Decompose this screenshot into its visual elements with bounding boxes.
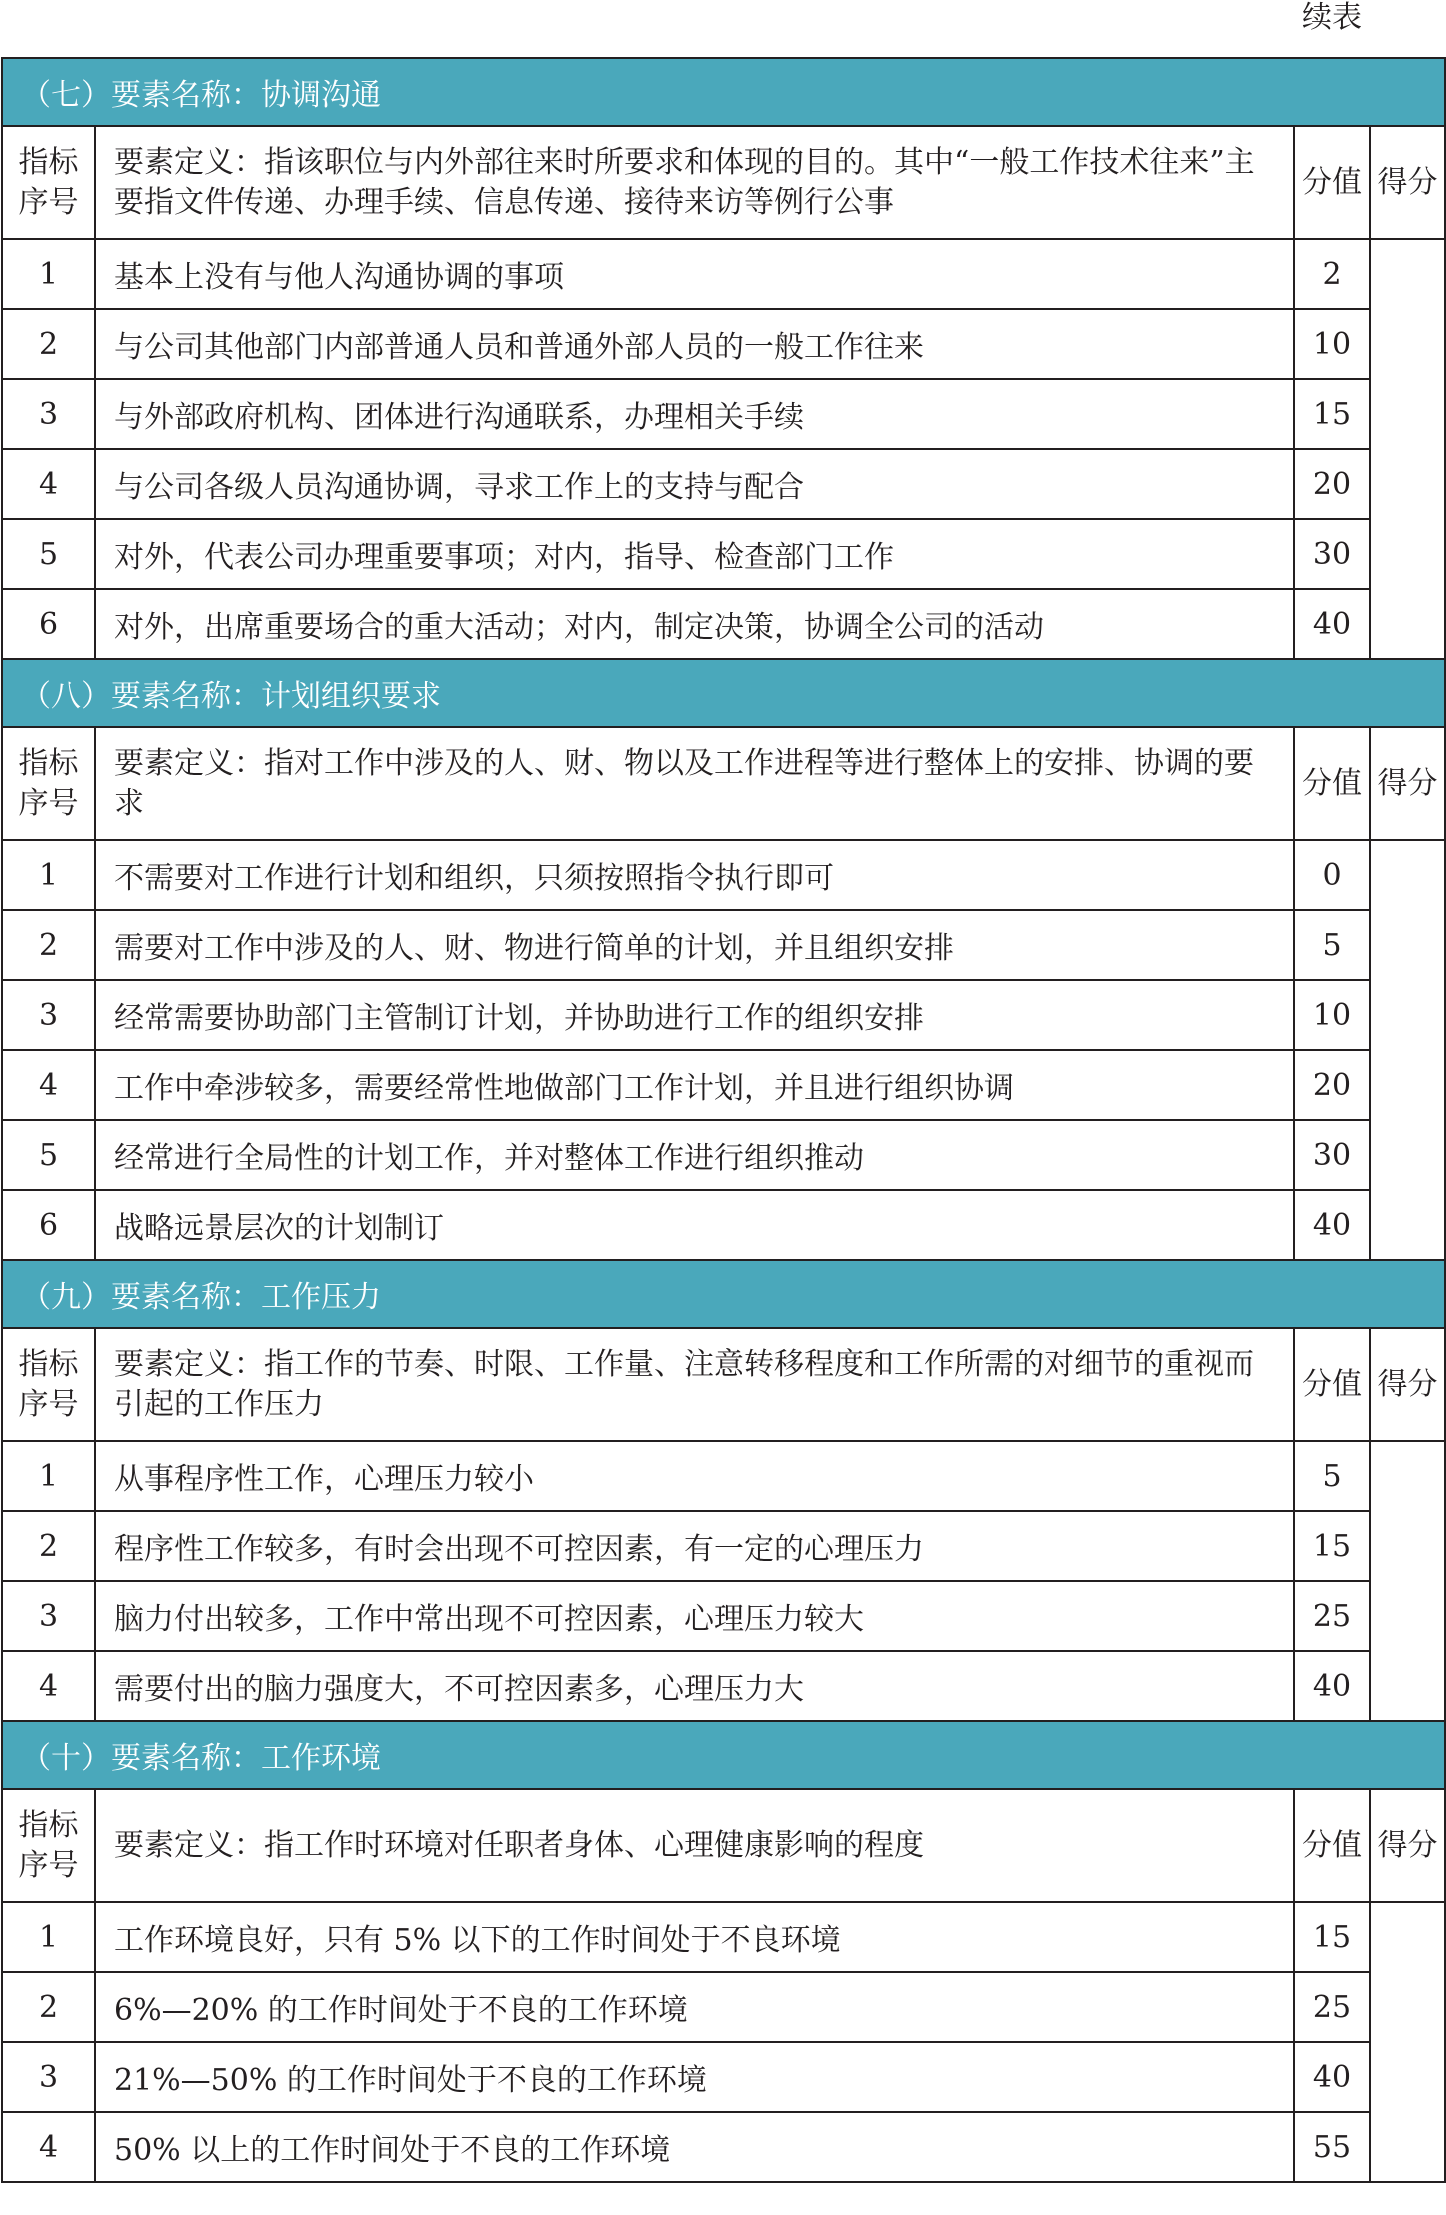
- row-number: 3: [2, 2042, 95, 2112]
- definition-row: [2, 727, 1445, 840]
- row-value: 30: [1294, 1120, 1370, 1190]
- index-header-line1: 指标: [18, 745, 79, 781]
- table-row: [2, 1190, 1445, 1260]
- row-value: 5: [1294, 910, 1370, 980]
- section-title: （十）要素名称：工作环境: [2, 1721, 1445, 1789]
- table-caption: 续表: [1302, 0, 1362, 35]
- row-value: 15: [1294, 1902, 1370, 1972]
- definition-row: [2, 126, 1445, 239]
- row-value: 25: [1294, 1972, 1370, 2042]
- row-description: 对外，代表公司办理重要事项；对内，指导、检查部门工作: [95, 519, 1294, 589]
- value-header: 分值: [1294, 1789, 1370, 1902]
- index-header-line1: 指标: [18, 144, 79, 180]
- row-description: 50% 以上的工作时间处于不良的工作环境: [95, 2112, 1294, 2182]
- index-header: [2, 727, 95, 840]
- table-row: [2, 840, 1445, 910]
- index-header: [2, 1328, 95, 1441]
- row-number: 1: [2, 239, 95, 309]
- row-description: 6%—20% 的工作时间处于不良的工作环境: [95, 1972, 1294, 2042]
- table-row: [2, 1050, 1445, 1120]
- definition-row: [2, 1789, 1445, 1902]
- score-cell[interactable]: [1370, 1441, 1445, 1721]
- row-description: 从事程序性工作，心理压力较小: [95, 1441, 1294, 1511]
- row-value: 15: [1294, 379, 1370, 449]
- score-header: 得分: [1370, 126, 1445, 239]
- row-description: 战略远景层次的计划制订: [95, 1190, 1294, 1260]
- value-header: 分值: [1294, 126, 1370, 239]
- score-cell[interactable]: [1370, 239, 1445, 659]
- table-row: [2, 239, 1445, 309]
- score-cell[interactable]: [1370, 840, 1445, 1260]
- row-description: 与公司各级人员沟通协调，寻求工作上的支持与配合: [95, 449, 1294, 519]
- row-description: 与公司其他部门内部普通人员和普通外部人员的一般工作往来: [95, 309, 1294, 379]
- row-number: 2: [2, 1511, 95, 1581]
- row-description: 需要付出的脑力强度大，不可控因素多，心理压力大: [95, 1651, 1294, 1721]
- row-value: 20: [1294, 1050, 1370, 1120]
- score-header: 得分: [1370, 1328, 1445, 1441]
- row-value: 5: [1294, 1441, 1370, 1511]
- section-title: （九）要素名称：工作压力: [2, 1260, 1445, 1328]
- row-number: 4: [2, 449, 95, 519]
- row-description: 脑力付出较多，工作中常出现不可控因素，心理压力较大: [95, 1581, 1294, 1651]
- row-value: 2: [1294, 239, 1370, 309]
- row-number: 3: [2, 980, 95, 1050]
- row-description: 基本上没有与他人沟通协调的事项: [95, 239, 1294, 309]
- definition-row: [2, 1328, 1445, 1441]
- row-value: 55: [1294, 2112, 1370, 2182]
- index-header-line2: 序号: [18, 785, 79, 821]
- row-description: 与外部政府机构、团体进行沟通联系，办理相关手续: [95, 379, 1294, 449]
- row-value: 10: [1294, 309, 1370, 379]
- table-row: [2, 1972, 1445, 2042]
- element-definition: 要素定义：指工作的节奏、时限、工作量、注意转移程度和工作所需的对细节的重视而引起的工作压力: [95, 1328, 1294, 1441]
- table-row: [2, 1651, 1445, 1721]
- element-definition: 要素定义：指该职位与内外部往来时所要求和体现的目的。其中“一般工作技术往来”主要指文件传递、办理手续、信息传递、接待来访等例行公事: [95, 126, 1294, 239]
- index-header: [2, 126, 95, 239]
- row-description: 工作环境良好，只有 5% 以下的工作时间处于不良环境: [95, 1902, 1294, 1972]
- section-header: [2, 1721, 1445, 1789]
- row-value: 40: [1294, 2042, 1370, 2112]
- row-number: 2: [2, 910, 95, 980]
- row-number: 6: [2, 1190, 95, 1260]
- table-row: [2, 2112, 1445, 2182]
- value-header: 分值: [1294, 1328, 1370, 1441]
- index-header-line2: 序号: [18, 1386, 79, 1422]
- table-row: [2, 1581, 1445, 1651]
- score-header: 得分: [1370, 727, 1445, 840]
- row-number: 3: [2, 379, 95, 449]
- table-row: [2, 2042, 1445, 2112]
- element-definition: 要素定义：指工作时环境对任职者身体、心理健康影响的程度: [95, 1789, 1294, 1902]
- table-body: [2, 58, 1445, 2182]
- row-value: 40: [1294, 589, 1370, 659]
- row-number: 4: [2, 1651, 95, 1721]
- row-value: 40: [1294, 1651, 1370, 1721]
- row-description: 不需要对工作进行计划和组织，只须按照指令执行即可: [95, 840, 1294, 910]
- score-cell[interactable]: [1370, 1902, 1445, 2182]
- row-value: 0: [1294, 840, 1370, 910]
- row-description: 经常进行全局性的计划工作，并对整体工作进行组织推动: [95, 1120, 1294, 1190]
- row-number: 2: [2, 1972, 95, 2042]
- row-number: 4: [2, 2112, 95, 2182]
- table-row: [2, 589, 1445, 659]
- section-header: [2, 1260, 1445, 1328]
- row-value: 30: [1294, 519, 1370, 589]
- row-number: 5: [2, 519, 95, 589]
- index-header-line1: 指标: [18, 1807, 79, 1843]
- index-header: [2, 1789, 95, 1902]
- row-number: 6: [2, 589, 95, 659]
- score-header: 得分: [1370, 1789, 1445, 1902]
- evaluation-table: [1, 57, 1446, 2183]
- row-number: 1: [2, 1441, 95, 1511]
- table-row: [2, 379, 1445, 449]
- row-description: 对外，出席重要场合的重大活动；对内，制定决策，协调全公司的活动: [95, 589, 1294, 659]
- table-row: [2, 519, 1445, 589]
- row-description: 程序性工作较多，有时会出现不可控因素，有一定的心理压力: [95, 1511, 1294, 1581]
- index-header-line2: 序号: [18, 184, 79, 220]
- row-value: 25: [1294, 1581, 1370, 1651]
- row-number: 3: [2, 1581, 95, 1651]
- row-number: 5: [2, 1120, 95, 1190]
- table-row: [2, 1441, 1445, 1511]
- row-number: 2: [2, 309, 95, 379]
- table-row: [2, 309, 1445, 379]
- section-header: [2, 58, 1445, 126]
- row-value: 20: [1294, 449, 1370, 519]
- section-header: [2, 659, 1445, 727]
- value-header: 分值: [1294, 727, 1370, 840]
- row-description: 工作中牵涉较多，需要经常性地做部门工作计划，并且进行组织协调: [95, 1050, 1294, 1120]
- table-row: [2, 1120, 1445, 1190]
- index-header-line2: 序号: [18, 1847, 79, 1883]
- index-header-line1: 指标: [18, 1346, 79, 1382]
- row-value: 15: [1294, 1511, 1370, 1581]
- table-row: [2, 980, 1445, 1050]
- row-description: 经常需要协助部门主管制订计划，并协助进行工作的组织安排: [95, 980, 1294, 1050]
- element-definition: 要素定义：指对工作中涉及的人、财、物以及工作进程等进行整体上的安排、协调的要求: [95, 727, 1294, 840]
- section-title: （七）要素名称：协调沟通: [2, 58, 1445, 126]
- section-title: （八）要素名称：计划组织要求: [2, 659, 1445, 727]
- row-value: 10: [1294, 980, 1370, 1050]
- row-number: 1: [2, 1902, 95, 1972]
- table-row: [2, 1511, 1445, 1581]
- row-number: 1: [2, 840, 95, 910]
- table-row: [2, 1902, 1445, 1972]
- row-description: 需要对工作中涉及的人、财、物进行简单的计划，并且组织安排: [95, 910, 1294, 980]
- row-value: 40: [1294, 1190, 1370, 1260]
- table-row: [2, 449, 1445, 519]
- row-number: 4: [2, 1050, 95, 1120]
- row-description: 21%—50% 的工作时间处于不良的工作环境: [95, 2042, 1294, 2112]
- table-row: [2, 910, 1445, 980]
